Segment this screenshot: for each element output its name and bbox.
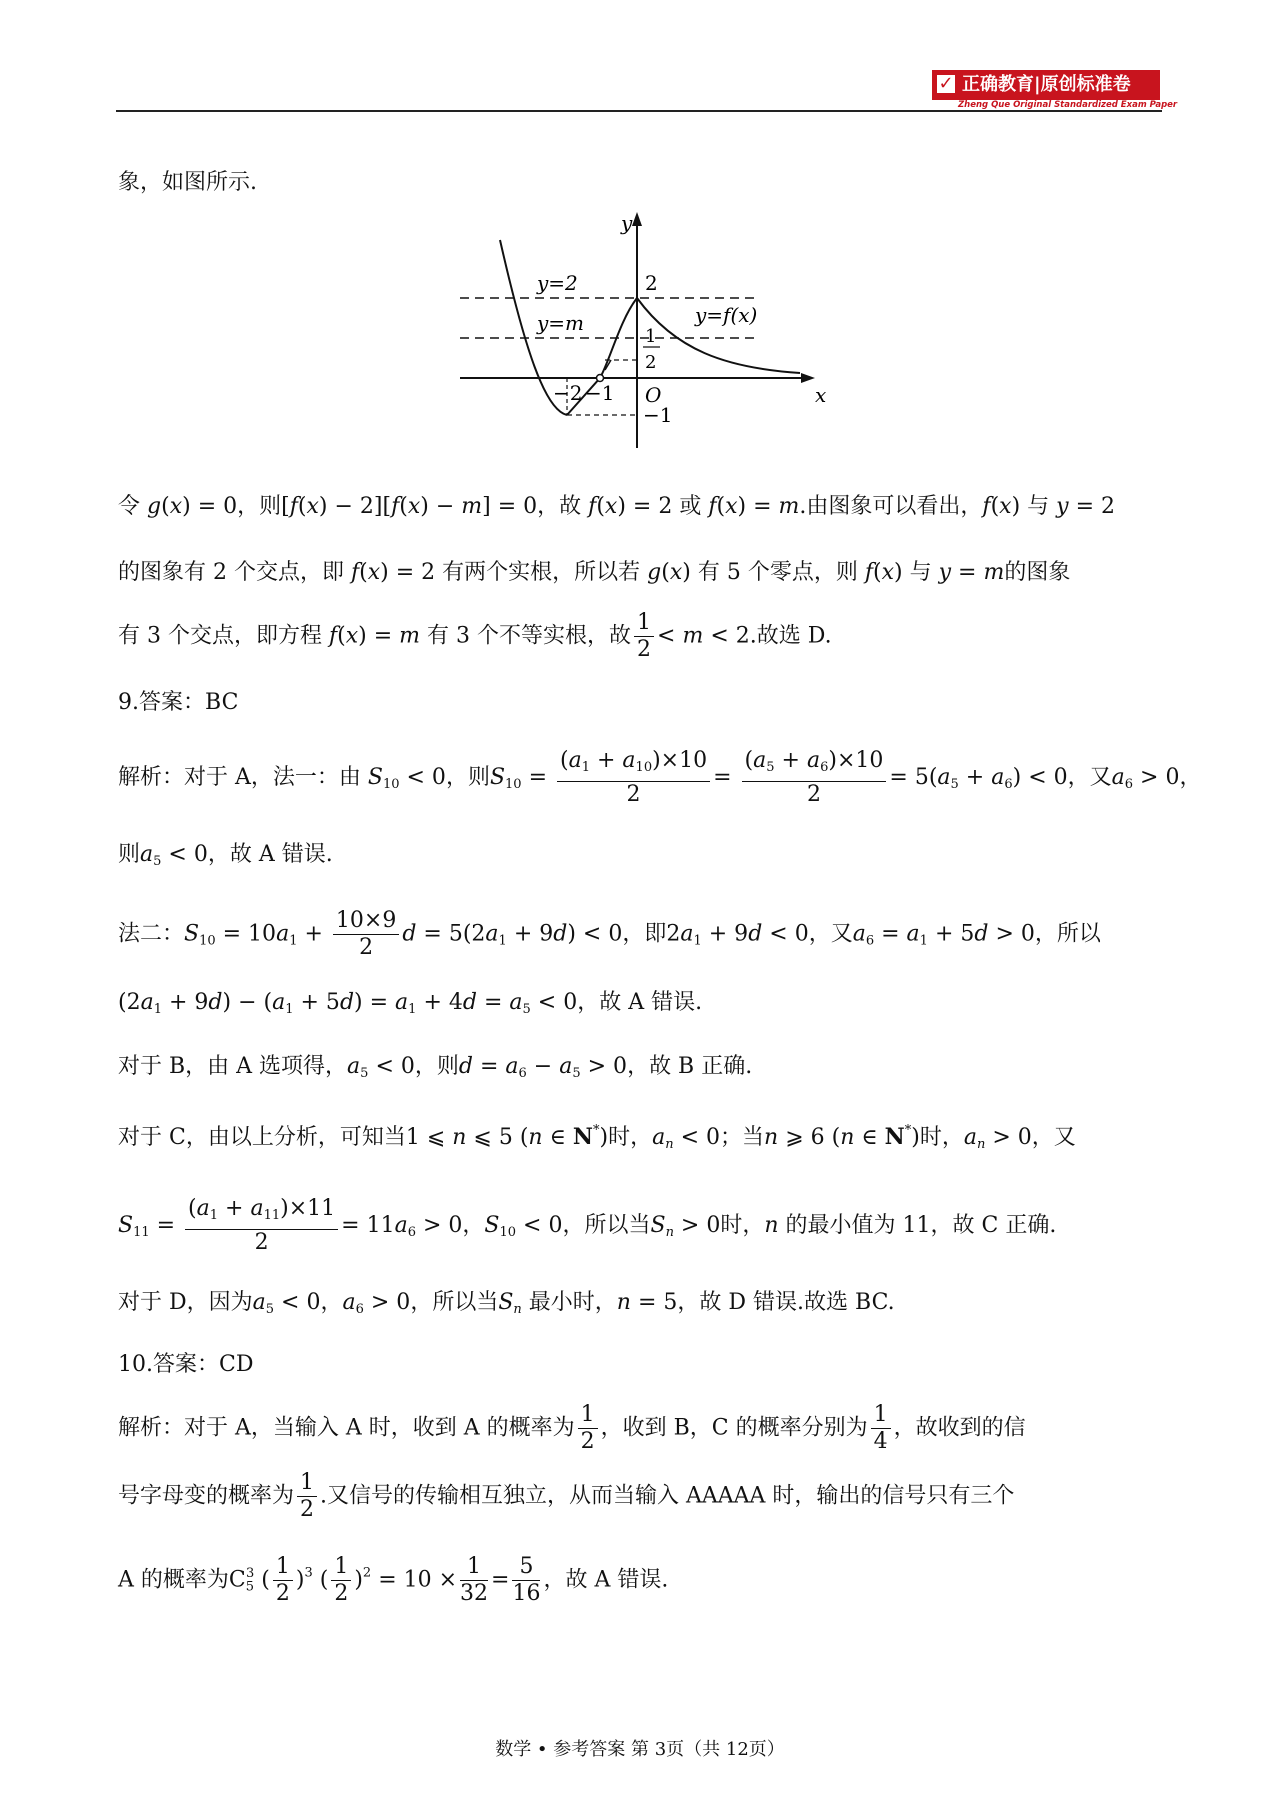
logo-title: 正确教育|原创标准卷 bbox=[962, 74, 1131, 95]
tick-2: 2 bbox=[645, 271, 658, 295]
fraction: $\frac{1}{2}$ bbox=[578, 1402, 598, 1455]
text: ，故 A 错误. bbox=[577, 990, 703, 1015]
text: 与 bbox=[1027, 494, 1050, 519]
fraction: $\frac{1}{4}$ bbox=[871, 1402, 891, 1455]
text: 对于 D，因为 bbox=[118, 1290, 253, 1315]
tick-half-num: 1 bbox=[645, 326, 657, 347]
text: ，故 B 正确. bbox=[627, 1054, 753, 1079]
checkmark-icon: ✓ bbox=[935, 73, 957, 95]
text: ，则 bbox=[414, 1054, 459, 1079]
text: ，则 bbox=[237, 494, 282, 519]
text: 有两个实根，所以若 bbox=[442, 560, 641, 585]
text: 时， bbox=[720, 1213, 765, 1238]
tick-neg1y: −1 bbox=[643, 403, 673, 427]
function-graph bbox=[455, 210, 855, 470]
intro-text: 象，如图所示. bbox=[118, 170, 257, 195]
text: 最小时， bbox=[528, 1290, 617, 1315]
fraction: $\frac{1}{2}$ bbox=[297, 1470, 317, 1523]
q8-line3: 有 3 个交点，即方程 f(x) = m 有 3 个不等实根，故 $\frac{1}{2}$ < m < 2.故选 D. bbox=[118, 610, 832, 662]
text: 的图象有 2 个交点，即 bbox=[118, 560, 344, 585]
q9-line3: 法二：$S_{10} = 10a_1$ + $\frac{10\times 9}{2}$ $d = 5(2a_1 + 9d) < 0$，即$2a_1 + 9d < 0$，又$a_6 = a_1 + 5d > 0$，所以 bbox=[118, 908, 1101, 960]
text: ，故收到的信 bbox=[893, 1415, 1026, 1441]
q9-line5: 对于 B，由 A 选项得，$a_5 < 0$，则$d = a_6 - a_5 > 0$，故 B 正确. bbox=[118, 1054, 753, 1081]
text: 有 3 个不等实根，故 bbox=[427, 623, 632, 649]
tick-neg2: −2 bbox=[553, 381, 583, 405]
label-y2: y=2 bbox=[537, 271, 578, 295]
text: ，所以当 bbox=[410, 1290, 499, 1315]
origin-label: O bbox=[645, 383, 662, 407]
fraction: $\frac{1}{32}$ bbox=[460, 1554, 489, 1606]
text: ，又 bbox=[1031, 1125, 1076, 1150]
text: ，又 bbox=[808, 921, 853, 947]
y-axis-arrow bbox=[632, 212, 642, 226]
tick-neg1x: −1 bbox=[585, 381, 615, 405]
text: 或 bbox=[679, 494, 702, 519]
label-ym: y=m bbox=[537, 311, 585, 335]
text: ， bbox=[320, 1290, 343, 1315]
text: ， bbox=[462, 1213, 485, 1238]
brand-logo bbox=[932, 70, 1178, 110]
text: 解析：对于 A，当输入 A 时，收到 A 的概率为 bbox=[118, 1415, 575, 1441]
text: 令 bbox=[118, 494, 141, 519]
text: 号字母变的概率为 bbox=[118, 1483, 295, 1509]
text: ，故 A 错误. bbox=[543, 1567, 669, 1593]
q9-line1: 解析：对于 A，法一：由 $S_{10} < 0$，则$S_{10}$ = $\frac{(a_1 + a_{10})\times 10}{2}$ = $\frac{(a_5 + a_6)\times 10}{2}$ = $5(a_5 + a_6) < 0$，又$a_6 > 0$， bbox=[118, 748, 1202, 807]
text: ，故 bbox=[537, 494, 582, 519]
label-fx: y=f(x) bbox=[695, 303, 758, 327]
text: ，所以当 bbox=[562, 1213, 651, 1238]
q9-line8: 对于 D，因为$a_5 < 0$，$a_6 > 0$，所以当$S_n$ 最小时，n = 5，故 D 错误.故选 BC. bbox=[118, 1290, 895, 1317]
x-axis-arrow bbox=[801, 373, 815, 383]
text: ；当 bbox=[720, 1125, 765, 1150]
text: ，即 bbox=[622, 921, 667, 947]
fraction: $\frac{1}{2}$ bbox=[331, 1554, 351, 1607]
q8-line2: 的图象有 2 个交点，即 f(x) = 2 有两个实根，所以若 g(x) 有 5 个零点，则 f(x) 与 y = m的图象 bbox=[118, 560, 1071, 585]
text: 对于 C，由以上分析，可知当 bbox=[118, 1125, 406, 1150]
q9-answer: 9.答案：BC bbox=[118, 690, 239, 715]
text: 的图象 bbox=[1004, 560, 1071, 585]
text: .又信号的传输相互独立，从而当输入 AAAAA 时，输出的信号只有三个 bbox=[320, 1483, 1015, 1509]
text: .故选 D. bbox=[749, 623, 832, 649]
fraction: $\frac{(a_5 + a_6)\times 10}{2}$ bbox=[742, 748, 887, 808]
x-axis-label: x bbox=[815, 383, 827, 407]
q9-line4: $(2a_1 + 9d) - (a_1 + 5d) = a_1 + 4d = a_5 < 0$，故 A 错误. bbox=[118, 990, 703, 1017]
text: 解析：对于 A，法一：由 bbox=[118, 765, 361, 790]
q10-line3: A 的概率为$C_5^3$ ( $\frac{1}{2}$ )$^3$ ( $\frac{1}{2}$ )$^2$ = 10 × $\frac{1}{32}$ = $\frac{5}{16}$ ，故 A 错误. bbox=[118, 1554, 669, 1606]
fraction: $\frac{10\times 9}{2}$ bbox=[333, 908, 399, 961]
q10-line1 bbox=[118, 1402, 1026, 1455]
text: 对于 B，由 A 选项得， bbox=[118, 1054, 348, 1079]
text: 法二： bbox=[118, 921, 185, 947]
text: ，故 D 错误.故选 BC. bbox=[677, 1290, 895, 1315]
y-axis-label: y bbox=[621, 211, 633, 235]
text: 有 3 个交点，即方程 bbox=[118, 623, 322, 649]
text: A 的概率为 bbox=[118, 1567, 229, 1593]
text: 时， bbox=[608, 1125, 653, 1150]
text: ，故 A 错误. bbox=[207, 842, 333, 867]
fraction: $\frac{(a_1 + a_{11})\times 11}{2}$ bbox=[185, 1196, 338, 1256]
text: 有 5 个零点，则 bbox=[697, 560, 858, 585]
text: ，又 bbox=[1067, 765, 1112, 790]
fraction: $\frac{1}{2}$ bbox=[634, 610, 654, 663]
text: ，则 bbox=[445, 765, 490, 790]
q9-line7: $S_{11}$ = $\frac{(a_1 + a_{11})\times 11}{2}$ = $11a_6 > 0$，$S_{10} < 0$，所以当$S_n > 0$时，n 的最小值为 11，故 C 正确. bbox=[118, 1196, 1057, 1255]
page-footer: 数学 • 参考答案 第 3页（共 12页） bbox=[495, 1739, 785, 1760]
fraction: $\frac{5}{16}$ bbox=[512, 1554, 541, 1606]
text: 时， bbox=[919, 1125, 964, 1150]
logo-subtitle: Zheng Que Original Standardized Exam Paper bbox=[958, 100, 1178, 110]
text: .由图象可以看出， bbox=[799, 494, 983, 519]
fraction: $\frac{1}{2}$ bbox=[273, 1554, 293, 1607]
fraction: $\frac{(a_1 + a_{10})\times 10}{2}$ bbox=[557, 748, 710, 808]
text: ，所以 bbox=[1034, 921, 1101, 947]
q10-line2 bbox=[118, 1470, 1014, 1523]
text: 与 bbox=[909, 560, 932, 585]
text: ，收到 B，C 的概率分别为 bbox=[600, 1415, 868, 1441]
text: 则 bbox=[118, 842, 141, 867]
tick-half-den: 2 bbox=[645, 352, 657, 373]
q8-line1: 令 g(x) = 0，则[f(x) − 2][f(x) − m] = 0，故 f(x) = 2 或 f(x) = m.由图象可以看出，f(x) 与 y = 2 bbox=[118, 494, 1116, 519]
text: 的最小值为 11，故 C 正确. bbox=[785, 1213, 1057, 1238]
q10-answer: 10.答案：CD bbox=[118, 1352, 254, 1377]
header-rule bbox=[116, 110, 1162, 112]
q9-line2: 则$a_5 < 0$，故 A 错误. bbox=[118, 842, 333, 869]
q9-line6: 对于 C，由以上分析，可知当1 ⩽ n ⩽ 5 (n ∈ N*)时，$a_n < 0$；当n ⩾ 6 (n ∈ N*)时，$a_n > 0$，又 bbox=[118, 1123, 1076, 1152]
